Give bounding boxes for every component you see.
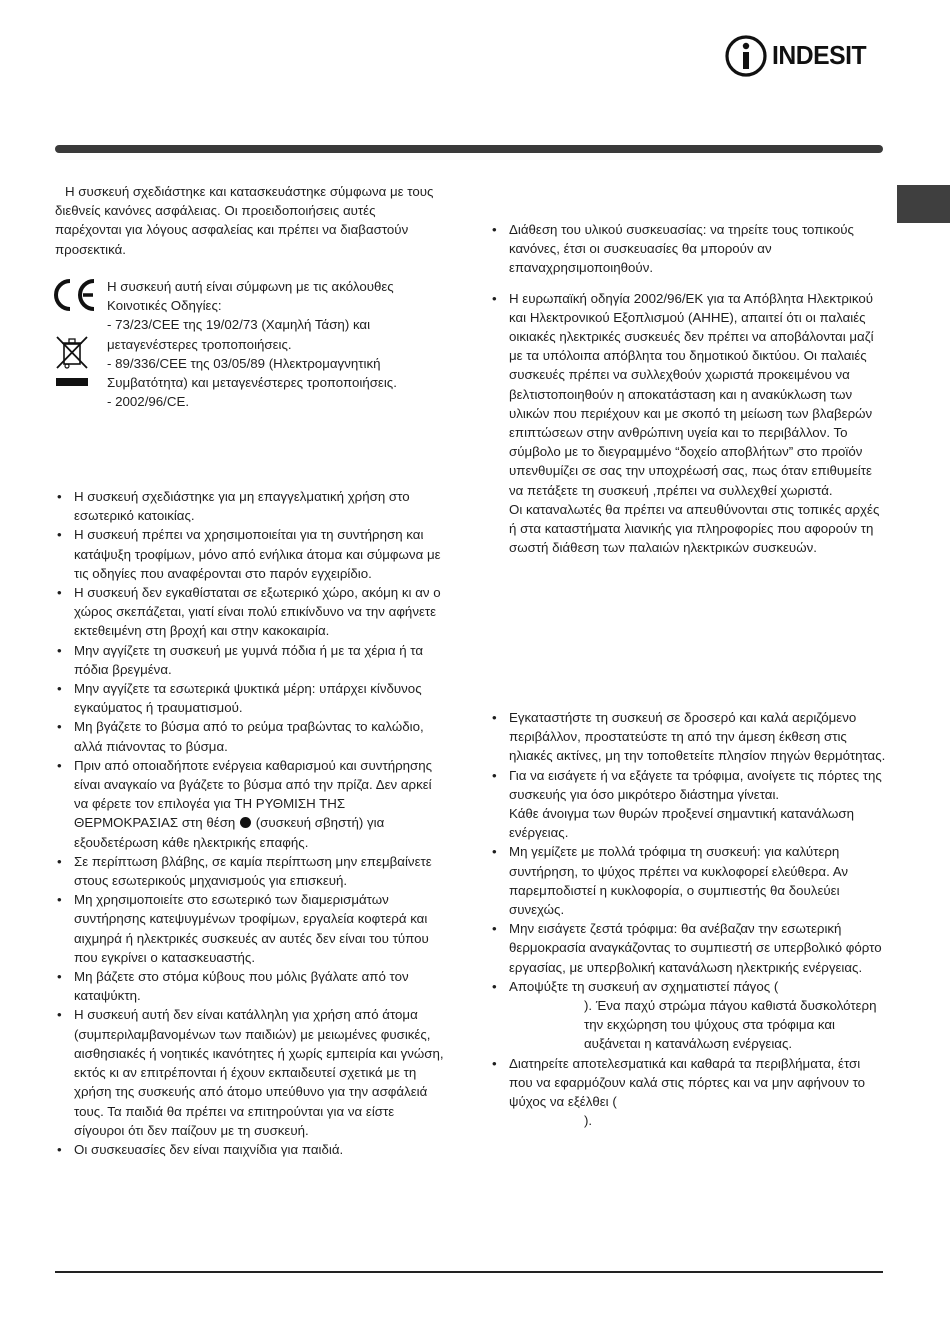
list-item [490, 289, 886, 558]
list-item: • Σε περίπτωση βλάβης, σε καμία περίπτωση μην επεμβαίνετε στους εσωτερικούς μηχανισμούς για επισκευή. [55, 852, 447, 890]
logo-emblem-icon [724, 34, 770, 78]
weee-text: • Η ευρωπαϊκή οδηγία 2002/96/ΕΚ για τα Απόβλητα Ηλεκτρικού και Ηλεκτρονικού Εξοπλισμού (ΑΗΗΕ), απαιτεί ότι οι παλαιές οικιακές ηλεκτρικές συσκευές δεν πρέπει να αποβάλονται μαζί με τα υπόλοιπα απόβλητα του δημοτικού δικτύου. Οι παλαιές συσκευές πρέπει να συλλεχθούν χωριστά προκειμένου να βελτιστοποιηθούν η αποκατάσταση και η ανακύκλωση των υλικών που περιέχουν και με σκοπό τη μείωση των βλαβερών επιπτώσεων στην ανθρώπινη υγεία και το περιβάλλον. Το σύμβολο με το διεγραμμένο “δοχείο αποβλήτων” στο προϊόν υπενθυμίζει σε σας την υποχρέωσή σας, πως όταν επιθυμείτε να πετάξετε τη συσκευή ,πρέπει να συλλεχθεί χωριστά. [509, 290, 874, 498]
defrost-text: • Αποψύξτε τη συσκευή αν σχηματιστεί πάγος ( [509, 978, 779, 994]
ce-mark-icon [53, 277, 99, 313]
list-item: • Μην αγγίζετε τη συσκευή με γυμνά πόδια ή με τα χέρια ή τα πόδια βρεγμένα. [55, 641, 447, 679]
directives-line: - 2002/96/CE. [107, 394, 190, 410]
indesit-logo [724, 34, 884, 78]
list-item: • Οι συσκευασίες δεν είναι παιχνίδια για παιδιά. [55, 1140, 447, 1159]
list-item: • Μην εισάγετε ζεστά τρόφιμα: θα ανέβαζαν την εσωτερική θερμοκρασία αναγκάζοντας το συμπιεστή σε υπερβολικό φόρτο εργασίας, με υπερβολική κατανάλωση ηλεκτρικής ενέργειας. [490, 919, 886, 977]
list-item: • Η συσκευή πρέπει να χρησιμοποιείται για τη συντήρηση και κατάψυξη τροφίμων, μόνο από ενήλικα άτομα και σύμφωνα με τις οδηγίες που αναφέρονται στο παρόν εγχειρίδιο. [55, 525, 447, 583]
directives-line: Κοινοτικές Οδηγίες: [107, 298, 222, 314]
cleaning-text: Πριν από οποιαδήποτε ενέργεια καθαρισμού και συντήρησης είναι αναγκαίο να βγάζετε το βύσμα από την πρίζα. Δεν αρκεί να φέρετε τον επιλογέα για ΤΗ ΡΥΘΜΙΣΗ ΤΗΣ ΘΕΡΜΟΚΡΑΣΙΑΣ στη θέση [74, 757, 433, 831]
logo-text: INDESIT [772, 40, 867, 70]
off-position-dot-icon [240, 817, 251, 828]
footer-rule [55, 1271, 883, 1273]
list-item [490, 1054, 886, 1131]
list-item: • Διάθεση του υλικού συσκευασίας: να τηρείτε τους τοπικούς κανόνες, έτσι οι συσκευασίες θα μπορούν αν επαναχρησιμοποιηθούν. [490, 220, 886, 278]
list-item: • Εγκαταστήστε τη συσκευή σε δροσερό και καλά αεριζόμενο περιβάλλον, προστατεύστε τη από την άμεση έκθεση στις ηλιακές ακτίνες, μη την τοποθετείτε πλησίον πηγών θερμότητας. [490, 708, 886, 766]
defrost-text-end: ). Ένα παχύ στρώμα πάγου καθιστά δυσκολότερη την εκχώρηση του ψύχους στα τρόφιμα και αυξάνεται η κατανάλωση ενέργειας. [584, 998, 877, 1052]
saving-list [490, 708, 886, 1130]
doors-subtext: Κάθε άνοιγμα των θυρών προξενεί σημαντική κατανάλωση ενέργειας. [509, 806, 855, 841]
directives-line: Συμβατότητα) και μεταγενέστερες τροποποιήσεις. [107, 375, 397, 391]
list-item [490, 977, 886, 1054]
crossed-bin-icon [54, 334, 90, 370]
intro-paragraph: Η συσκευή σχεδιάστηκε και κατασκευάστηκε σύμφωνα με τους διεθνείς κανόνες ασφάλειας. Οι προειδοποιήσεις αυτές παρέχονται για λόγους ασφαλείας και πρέπει να διαβαστούν προσεκτικά. [55, 184, 434, 257]
directives-block [107, 277, 447, 411]
weee-subtext: Οι καταναλωτές θα πρέπει να απευθύνονται στις τοπικές αρχές ή στα καταστήματα λιανικής για πληροφορίες που αφορούν τη σωστή διάθεση των παλαιών ηλεκτρικών συσκευών. [509, 501, 880, 556]
safety-list [55, 487, 447, 1159]
list-item: • Η συσκευή σχεδιάστηκε για μη επαγγελματική χρήση στο εσωτερικό κατοικίας. [55, 487, 447, 525]
directives-line: μεταγενέστερες τροποποιήσεις. [107, 336, 292, 352]
language-tab-marker [897, 185, 950, 223]
header-rule [55, 145, 883, 153]
seals-text-end: ). [584, 1113, 593, 1129]
list-item: • Μην αγγίζετε τα εσωτερικά ψυκτικά μέρη: υπάρχει κίνδυνος εγκαύματος ή τραυματισμού. [55, 679, 447, 717]
list-item: • Μη χρησιμοποιείτε στο εσωτερικό των διαμερισμάτων συντήρησης κατεψυγμένων τροφίμων, εργαλεία κοφτερά και αιχμηρά ή ηλεκτρικές συσκευές αν αυτές δεν είναι του τύπου που εγκρίνει ο κατασκευαστής. [55, 890, 447, 967]
directives-line: - 73/23/CEE της 19/02/73 (Χαμηλή Τάση) και [107, 317, 371, 333]
cleaning-text-end: (συσκευή σβηστή) για εξουδετέρωση κάθε ηλεκτρικής επαφής. [74, 815, 385, 850]
doors-text: • Για να εισάγετε ή να εξάγετε τα τρόφιμα, ανοίγετε τις πόρτες της συσκευής για όσο μικρότερο διάστημα γίνεται. [509, 767, 882, 802]
list-item: • Μη βάζετε στο στόμα κύβους που μόλις βγάλατε από τον καταψύκτη. [55, 967, 447, 1005]
directives-line: - 89/336/CEE της 03/05/89 (Ηλεκτρομαγνητική [107, 355, 381, 371]
list-item: • Μη γεμίζετε με πολλά τρόφιμα τη συσκευή: για καλύτερη συντήρηση, το ψύχος πρέπει να κυκλοφορεί ελεύθερα. Αν παρεμποδιστεί η κυκλοφορία, ο συμπιεστής θα δουλεύει συνεχώς. [490, 842, 886, 919]
list-item: • Μη βγάζετε το βύσμα από το ρεύμα τραβώντας το καλώδιο, αλλά πιάνοντας το βύσμα. [55, 717, 447, 755]
list-item: • Η συσκευή δεν εγκαθίσταται σε εξωτερικό χώρο, ακόμη κι αν ο χώρος σκεπάζεται, γιατί είναι πολύ επικίνδυνο να την αφήνετε εκτεθειμένη στη βροχή και στην κακοκαιρία. [55, 583, 447, 641]
list-item: • Η συσκευή αυτή δεν είναι κατάλληλη για χρήση από άτομα (συμπεριλαμβανομένων των παιδιών) με μειωμένες φυσικές, αισθησιακές ή νοητικές ικανότητες ή χωρίς εμπειρία και γνώση, εκτός κι αν επιτρέπονται ή έχουν εκπαιδευτεί σχετικά με τη χρήση της συσκευής από άτομο υπεύθυνο για την ασφάλειά τους. Τα παιδιά θα πρέπει να επιτηρούνται για να είστε σίγουροι ότι δεν παίζουν με τη συσκευή. [55, 1005, 447, 1139]
bin-underline-bar [56, 378, 88, 386]
disposal-list [490, 220, 886, 557]
seals-text: • Διατηρείτε αποτελεσματικά και καθαρά τα περιβλήματα, έτσι που να εφαρμόζουν καλά στις πόρτες και να μην αφήνουν το ψύχος να εξέλθει ( [509, 1055, 866, 1110]
list-item [55, 756, 447, 852]
directives-line: Η συσκευή αυτή είναι σύμφωνη με τις ακόλουθες [107, 279, 394, 294]
list-item [490, 766, 886, 843]
